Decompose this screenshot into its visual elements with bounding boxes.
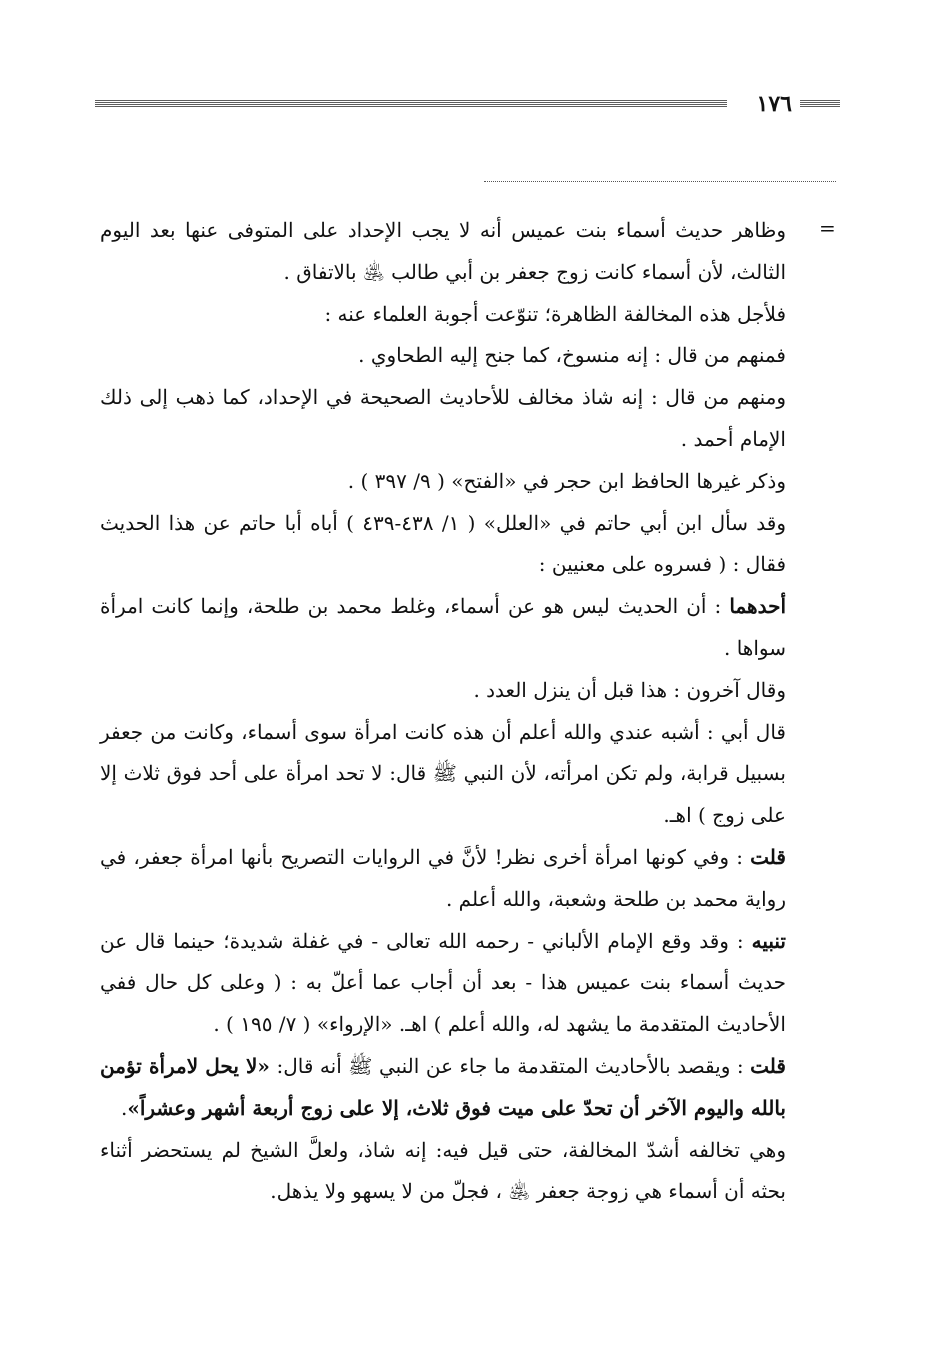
footnote-body: [100, 210, 786, 1213]
header-rule: [95, 100, 727, 108]
running-header: [95, 92, 840, 126]
paragraph-text: .: [120, 1095, 128, 1120]
paragraph: وظاهر حديث أسماء بنت عميس أنه لا يجب الإحداد على المتوفى عنها بعد اليوم الثالث، لأن أسماء كانت زوج جعفر بن أبي طالب ﵁ بالاتفاق .: [100, 218, 786, 284]
paragraph-text: : أن الحديث ليس هو عن أسماء، وغلط محمد بن طلحة، وإنما كانت امرأة سواها .: [100, 594, 786, 660]
paragraph-lead: قلت: [750, 1053, 786, 1078]
paragraph-text: : ويقصد بالأحاديث المتقدمة ما جاء عن النبي ﷺ أنه قال:: [269, 1053, 751, 1078]
paragraph-lead: تنبيه: [751, 928, 786, 953]
paragraph: فمنهم من قال : إنه منسوخ، كما جنح إليه الطحاوي .: [358, 343, 786, 368]
continuation-mark: =: [819, 216, 836, 240]
paragraph: ومنهم من قال : إنه شاذ مخالف للأحاديث الصحيحة في الإحداد، كما ذهب إلى ذلك الإمام أحمد .: [100, 385, 786, 451]
paragraph: [100, 586, 786, 670]
paragraph: [100, 1046, 786, 1130]
paragraph-lead: قلت: [750, 844, 786, 869]
paragraph-text: : وفي كونها امرأة أخرى نظر! لأنَّ في الروايات التصريح بأنها امرأة جعفر، في رواية محمد بن طلحة وشعبة، والله أعلم .: [100, 844, 786, 911]
paragraph: [100, 837, 786, 921]
paragraph: فلأجل هذه المخالفة الظاهرة؛ تنوّعت أجوبة العلماء عنه :: [324, 301, 786, 326]
header-rule-short: [800, 100, 840, 108]
page-number: ١٧٦: [756, 91, 792, 117]
paragraph: وقد سأل ابن أبي حاتم في «العلل» ( ١/ ٤٣٨-٤٣٩ ) أباه أبا حاتم عن هذا الحديث فقال : ( فسروه على معنيين :: [100, 510, 786, 577]
footnote-separator: [484, 181, 836, 182]
hadith-quote: «لا يحل لامرأة تؤمن بالله واليوم الآخر أن تحدّ على ميت فوق ثلاث، إلا على زوج أربعة أشهر وعشراً»: [100, 1053, 786, 1120]
paragraph: قال أبي : أشبه عندي والله أعلم أن هذه كانت امرأة سوى أسماء، وكانت من جعفر بسبيل قرابة، ولم تكن امرأته، لأن النبي ﷺ قال: لا تحد امرأة على أحد فوق ثلاث إلا على زوج ) اهـ.: [100, 719, 786, 828]
paragraph: [100, 921, 786, 1046]
paragraph-text: : وقد وقع الإمام الألباني - رحمه الله تعالى - في غفلة شديدة؛ حينما قال عن حديث أسماء بنت عميس هذا - بعد أن أجاب عما أعلّ به : ( وعلى كل حال ففي الأحاديث المتقدمة ما يشهد له، والله أعلم ) اهـ. «الإرواء» ( ٧/ ١٩٥ ) .: [100, 928, 786, 1037]
paragraph: وقال آخرون : هذا قبل أن ينزل العدد .: [473, 677, 786, 702]
paragraph: وذكر غيرها الحافظ ابن حجر في «الفتح» ( ٩/ ٣٩٧ ) .: [347, 468, 786, 493]
paragraph-lead: أحدهما: [729, 594, 786, 619]
paragraph: وهي تخالفه أشدّ المخالفة، حتى قيل فيه: إنه شاذ، ولعلَّ الشيخ لم يستحضر أثناء بحثه أن أسماء هي زوجة جعفر ﵁ ، فجلّ من لا يسهو ولا يذهل.: [100, 1137, 786, 1204]
